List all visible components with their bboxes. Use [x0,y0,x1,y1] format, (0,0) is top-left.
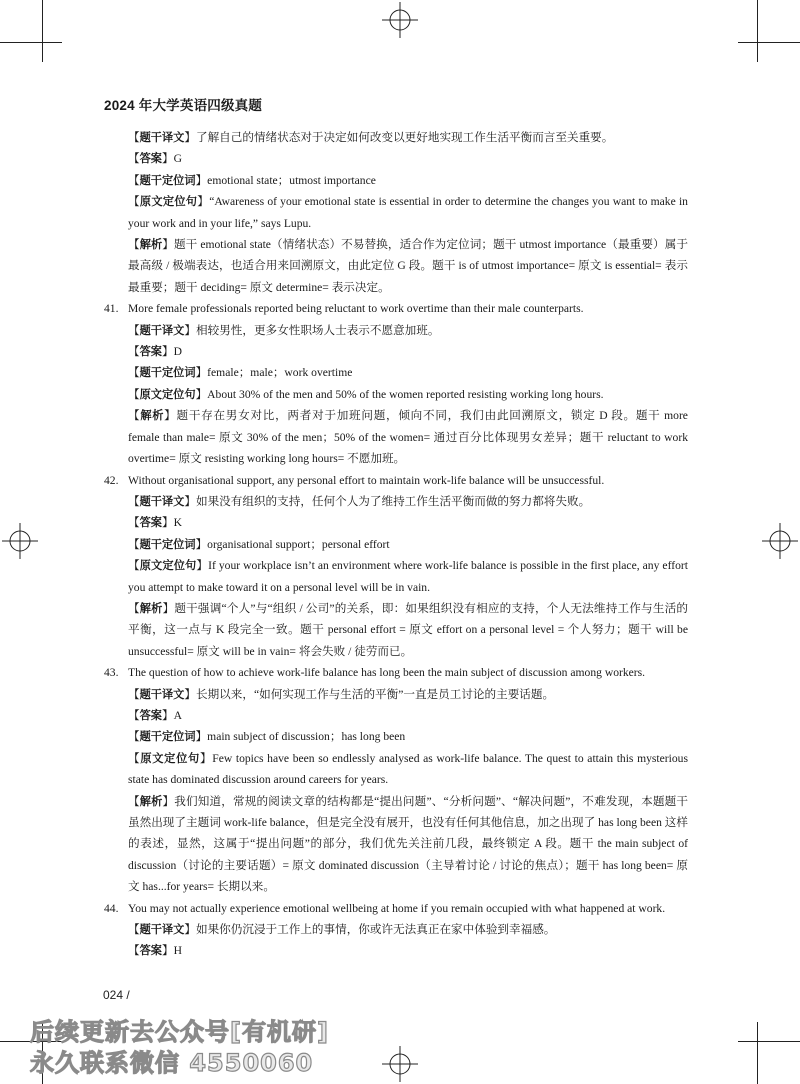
tag-source: 原文定位句 [139,195,198,209]
keywords-line: 【题干定位词】emotional state；utmost importance [128,173,376,187]
tag-source: 原文定位句 [140,751,200,765]
keywords-text: organisational support；personal effort [207,537,390,551]
tag-analysis: 解析 [140,409,165,423]
tag-source: 原文定位句 [139,559,197,573]
question-stem [104,898,688,919]
question-number: 42. [104,473,119,487]
analysis-text: 题干存在男女对比，两者对于加班问题，倾向不同，我们由此回溯原文，锁定 D 段。题干 more female than male= 原文 30% of the men；50% of the women= 通过百分比体现男女差异；题干 reluctant to work overtime= 原文 resisting working long hours= 不愿加班。 [128,409,688,466]
question-stem-text: Without organisational support, any personal effort to maintain work-life balance will be unsuccessful. [128,473,605,487]
content-area [104,127,688,962]
source-text: Few topics have been so endlessly analysed as work-life balance. The quest to attain this mysterious state has dominated discussion around careers for years. [128,751,688,787]
tag-answer: 答案 [139,345,162,359]
translation-text: 如果你仍沉浸于工作上的事情，你或许无法真正在家中体验到幸福感。 [195,923,556,937]
answer-line: 【答案】K [128,516,182,530]
answer-line: 【答案】D [128,345,182,359]
registration-mark-icon [382,1046,418,1082]
crop-mark [0,42,62,43]
question-stem-text: The question of how to achieve work-life balance has long been the main subject of discussion among workers. [128,666,646,680]
tag-source: 原文定位句 [139,387,196,401]
question-stem-text: You may not actually experience emotional wellbeing at home if you remain occupied with what happened at work. [128,901,666,915]
page-header-title: 2024 年大学英语四级真题 [104,98,263,113]
keywords-text: main subject of discussion；has long been [207,730,406,744]
source-line: 【原文定位句】“Awareness of your emotional state is essential in order to determine the changes you want to make in your work and in your life,” says Lupu. [128,195,688,230]
keywords-text: female；male；work overtime [207,366,353,380]
analysis-line: 【解析】题干强调“个人”与“组织 / 公司”的关系，即：如果组织没有相应的支持，个人无法维持工作与生活的平衡，这一点与 K 段完全一致。题干 personal effort = 原文 effort on a personal level = 个人努力；题干 will be unsuccessful= 原文 will be in vain= 将会失败 / 徒劳而已。 [128,601,688,658]
translation-text: 如果没有组织的支持，任何个人为了维持工作生活平衡而做的努力都将失败。 [195,494,591,508]
keywords-line: 【题干定位词】organisational support；personal effort [128,537,390,551]
crop-mark [42,0,43,62]
keywords-line: 【题干定位词】female；male；work overtime [128,366,353,380]
watermark-line-1: 后续更新去公众号[有机研] [30,1018,329,1046]
question-stem [104,298,688,319]
answer-text: D [173,345,182,359]
question-number: 44. [104,901,119,915]
translation-line: 【题干译文】如果没有组织的支持，任何个人为了维持工作生活平衡而做的努力都将失败。 [128,494,591,508]
tag-translation: 题干译文 [139,131,185,144]
translation-line: 【题干译文】相较男性，更多女性职场人士表示不愿意加班。 [128,323,440,337]
analysis-line: 【解析】题干 emotional state（情绪状态）不易替换，适合作为定位词；题干 utmost importance（最重要）属于最高级 / 极端表达，也适合用来回溯原文，由此定位 G 段。题干 is of utmost importance= 原文 is essential= 表示最重要；题干 deciding= 原文 determine= 表示决定。 [128,238,688,294]
answer-text: K [173,516,182,530]
tag-answer: 答案 [139,516,162,530]
tag-keywords: 题干定位词 [139,537,196,551]
question-stem [104,662,688,683]
analysis-text: 题干 emotional state（情绪状态）不易替换，适合作为定位词；题干 utmost importance（最重要）属于最高级 / 极端表达，也适合用来回溯原文，由此定位 G 段。题干 is of utmost importance= 原文 is essential= 表示最重要；题干 deciding= 原文 determine= 表示决定。 [128,238,688,294]
registration-mark-icon [2,523,38,559]
translation-line: 【题干译文】长期以来，“如何实现工作与生活的平衡”一直是员工讨论的主要话题。 [128,687,555,701]
answer-line: 【答案】H [128,944,182,958]
tag-translation: 题干译文 [139,323,185,337]
crop-mark [738,42,800,43]
answer-line: 【答案】G [128,152,182,166]
registration-mark-icon [762,523,798,559]
crop-mark [757,0,758,62]
tag-keywords: 题干定位词 [139,173,196,187]
tag-translation: 题干译文 [139,923,185,937]
analysis-text: 我们知道，常规的阅读文章的结构都是“提出问题”、“分析问题”、“解决问题”，不难发现，本题题干虽然出现了主题词 work-life balance，但是完全没有展开，也没有任何其他信息，加之出现了 has long been 这样的表述，显然，这属于“提出问题”的部分，我们优先关注前几段，最终锁定 A 段。题干 the main subject of discussion（讨论的主要话题）= 原文 dominated discussion（主导着讨论 / 讨论的焦点）；题干 has long been= 原文 has...for years= 长期以来。 [128,794,688,894]
tag-answer: 答案 [139,708,162,722]
source-line: 【原文定位句】About 30% of the men and 50% of the women reported resisting working long hours. [128,387,604,401]
keywords-text: emotional state；utmost importance [207,173,376,187]
source-line: 【原文定位句】If your workplace isn’t an environment where work-life balance is possible in the first place, any effort you attempt to make toward it on a personal level will be in vain. [128,559,688,594]
analysis-line: 【解析】我们知道，常规的阅读文章的结构都是“提出问题”、“分析问题”、“解决问题”，不难发现，本题题干虽然出现了主题词 work-life balance，但是完全没有展开，也没有任何其他信息，加之出现了 has long been 这样的表述，显然，这属于“提出问题”的部分，我们优先关注前几段，最终锁定 A 段。题干 the main subject of discussion（讨论的主要话题）= 原文 dominated discussion（主导着讨论 / 讨论的焦点）；题干 has long been= 原文 has...for years= 长期以来。 [128,794,688,894]
question-stem [104,470,688,491]
question-number: 41. [104,302,119,316]
tag-keywords: 题干定位词 [139,366,196,380]
source-text: “Awareness of your emotional state is essential in order to determine the changes you want to make in your work and in your life,” says Lupu. [128,195,688,230]
page-number: 024 / [103,988,130,1002]
tag-analysis: 解析 [139,601,163,615]
tag-analysis: 解析 [139,794,163,808]
tag-analysis: 解析 [139,238,163,252]
keywords-line: 【题干定位词】main subject of discussion；has long been [128,730,406,744]
analysis-text: 题干强调“个人”与“组织 / 公司”的关系，即：如果组织没有相应的支持，个人无法维持工作与生活的平衡，这一点与 K 段完全一致。题干 personal effort = 原文 effort on a personal level = 个人努力；题干 will be unsuccessful= 原文 will be in vain= 将会失败 / 徒劳而已。 [128,601,688,658]
analysis-line: 【解析】题干存在男女对比，两者对于加班问题，倾向不同，我们由此回溯原文，锁定 D 段。题干 more female than male= 原文 30% of the men；50% of the women= 通过百分比体现男女差异；题干 reluctant to work overtime= 原文 resisting working long hours= 不愿加班。 [128,409,688,466]
tag-translation: 题干译文 [139,494,185,508]
crop-mark [738,1041,800,1042]
answer-text: H [173,944,182,958]
translation-text: 了解自己的情绪状态对于决定如何改变以更好地实现工作生活平衡而言至关重要。 [195,131,614,144]
answer-text: A [173,708,182,722]
question-stem-text: More female professionals reported being reluctant to work overtime than their male counterparts. [128,302,584,316]
answer-line: 【答案】A [128,708,182,722]
translation-line: 【题干译文】了解自己的情绪状态对于决定如何改变以更好地实现工作生活平衡而言至关重要。 [128,131,614,144]
tag-answer: 答案 [139,152,162,166]
translation-line: 【题干译文】如果你仍沉浸于工作上的事情，你或许无法真正在家中体验到幸福感。 [128,923,556,937]
registration-mark-icon [382,2,418,38]
tag-keywords: 题干定位词 [139,730,196,744]
tag-answer: 答案 [139,944,162,958]
source-text: About 30% of the men and 50% of the women reported resisting working long hours. [207,387,604,401]
question-number: 43. [104,666,119,680]
answer-text: G [173,152,182,166]
source-text: If your workplace isn’t an environment where work-life balance is possible in the first place, any effort you attempt to make toward it on a personal level will be in vain. [128,559,688,594]
translation-text: 相较男性，更多女性职场人士表示不愿意加班。 [195,323,440,337]
translation-text: 长期以来，“如何实现工作与生活的平衡”一直是员工讨论的主要话题。 [195,687,555,701]
crop-mark [757,1022,758,1084]
watermark-line-2: 永久联系微信 4550060 [30,1049,314,1077]
source-line: 【原文定位句】Few topics have been so endlessly analysed as work-life balance. The quest to attain this mysterious state has dominated discussion around careers for years. [128,751,688,787]
tag-translation: 题干译文 [139,687,185,701]
